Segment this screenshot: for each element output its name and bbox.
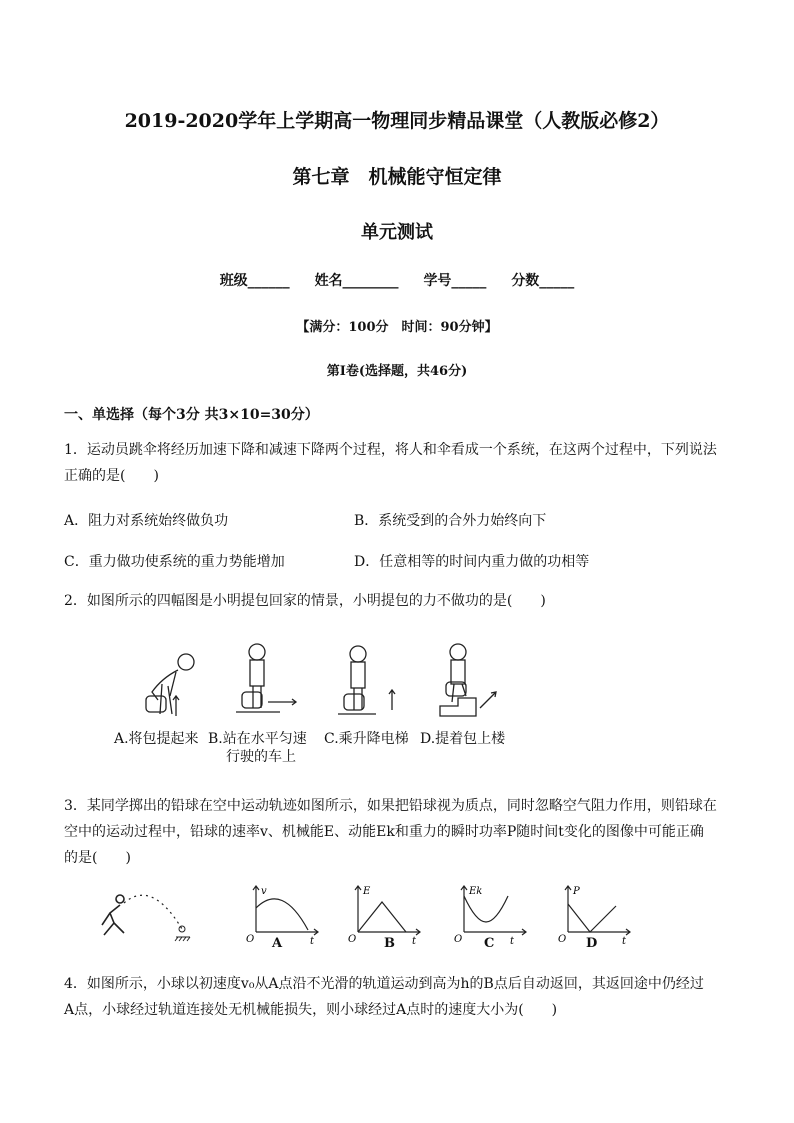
bag-carrying-illustrations bbox=[110, 640, 530, 722]
student-info-fields bbox=[0, 270, 794, 290]
q1-option-a[interactable]: A．阻力对系统始终做负功 bbox=[64, 513, 229, 529]
score-field[interactable]: 分数_____ bbox=[511, 273, 575, 289]
question-3-stem bbox=[64, 793, 734, 871]
question-3-line1: 3．某同学掷出的铅球在空中运动轨迹如图所示，如果把铅球视为质点，同时忽略空气阻力作用，则铅球在 bbox=[64, 798, 717, 814]
q3-graph-c-xlabel: t bbox=[510, 936, 515, 947]
question-2-stem: 2．如图所示的四幅图是小明提包回家的情景，小明提包的力不做功的是( ) bbox=[64, 593, 546, 609]
q2-caption-c[interactable]: C.乘升降电梯 bbox=[324, 731, 409, 747]
document-title: 2019-2020学年上学期高一物理同步精品课堂（人教版必修2） bbox=[124, 110, 670, 132]
q3-option-a[interactable]: A bbox=[272, 936, 283, 951]
q3-graph-d-xlabel: t bbox=[622, 936, 627, 947]
q3-graph-a-xlabel: t bbox=[310, 936, 315, 947]
q1-option-d[interactable]: D．任意相等的时间内重力做的功相等 bbox=[354, 554, 590, 570]
class-field[interactable]: 班级______ bbox=[219, 273, 290, 289]
question-3-line2: 空中的运动过程中，铅球的速率v、机械能E、动能Ek和重力的瞬时功率P随时间t变化的图像中可能正确 bbox=[64, 824, 704, 840]
question-1-line1: 1．运动员跳伞将经历加速下降和减速下降两个过程，将人和伞看成一个系统，在这两个过程中，下列说法 bbox=[64, 442, 717, 458]
q3-graph-a[interactable] bbox=[244, 882, 324, 958]
q3-graph-b-origin: O bbox=[348, 934, 357, 945]
test-subtitle: 单元测试 bbox=[361, 222, 433, 243]
name-field[interactable]: 姓名________ bbox=[314, 273, 399, 289]
q3-graph-a-origin: O bbox=[246, 934, 255, 945]
q3-graph-b-xlabel: t bbox=[412, 936, 417, 947]
q3-graph-b-ylabel: E bbox=[363, 886, 371, 897]
q3-option-d[interactable]: D bbox=[586, 936, 598, 951]
figure-a-lifting-bag bbox=[146, 654, 194, 716]
q2-caption-b[interactable]: B.站在水平匀速 bbox=[208, 731, 307, 747]
question-1-stem bbox=[64, 437, 734, 489]
q3-graph-d-ylabel: P bbox=[573, 886, 580, 897]
trajectory-dotted bbox=[124, 895, 182, 929]
exam-meta: 【满分：100分 时间：90分钟】 bbox=[296, 320, 498, 335]
q3-graph-a-ylabel: v bbox=[261, 886, 267, 897]
chapter-title: 第七章 机械能守恒定律 bbox=[292, 166, 502, 188]
q2-caption-b-line2: 行驶的车上 bbox=[226, 749, 296, 765]
section-title: 一、单选择（每个3分 共3×10=30分） bbox=[64, 407, 319, 423]
question-4-line1: 4．如图所示，小球以初速度v₀从A点沿不光滑的轨道运动到高为h的B点后自动返回，其返回途中仍经过 bbox=[64, 976, 704, 992]
id-field[interactable]: 学号_____ bbox=[423, 273, 487, 289]
part-title: 第Ⅰ卷(选择题，共46分) bbox=[326, 364, 468, 379]
q1-option-c[interactable]: C．重力做功使系统的重力势能增加 bbox=[64, 554, 285, 570]
q3-shot-put-trajectory bbox=[96, 885, 206, 945]
question-1-line2: 正确的是( ) bbox=[64, 468, 159, 484]
question-4-line2: A点，小球经过轨道连接处无机械能损失，则小球经过A点时的速度大小为( ) bbox=[64, 1002, 558, 1018]
q3-graph-c-ylabel: Ek bbox=[469, 886, 483, 897]
figure-c-elevator bbox=[338, 646, 395, 714]
question-3-line3: 的是( ) bbox=[64, 850, 131, 866]
q3-graph-c-origin: O bbox=[454, 934, 463, 945]
q3-option-c[interactable]: C bbox=[484, 936, 495, 951]
thrower-figure bbox=[102, 905, 124, 935]
q2-figure bbox=[110, 640, 530, 722]
q2-caption-d[interactable]: D.提着包上楼 bbox=[420, 731, 506, 747]
figure-b-on-vehicle bbox=[236, 644, 296, 712]
figure-d-stairs bbox=[440, 644, 496, 716]
question-4-stem bbox=[64, 971, 734, 1023]
q3-graph-d-origin: O bbox=[558, 934, 567, 945]
q3-option-b[interactable]: B bbox=[384, 936, 395, 951]
q1-option-b[interactable]: B．系统受到的合外力始终向下 bbox=[354, 513, 547, 529]
q2-caption-a[interactable]: A.将包提起来 bbox=[114, 731, 199, 747]
